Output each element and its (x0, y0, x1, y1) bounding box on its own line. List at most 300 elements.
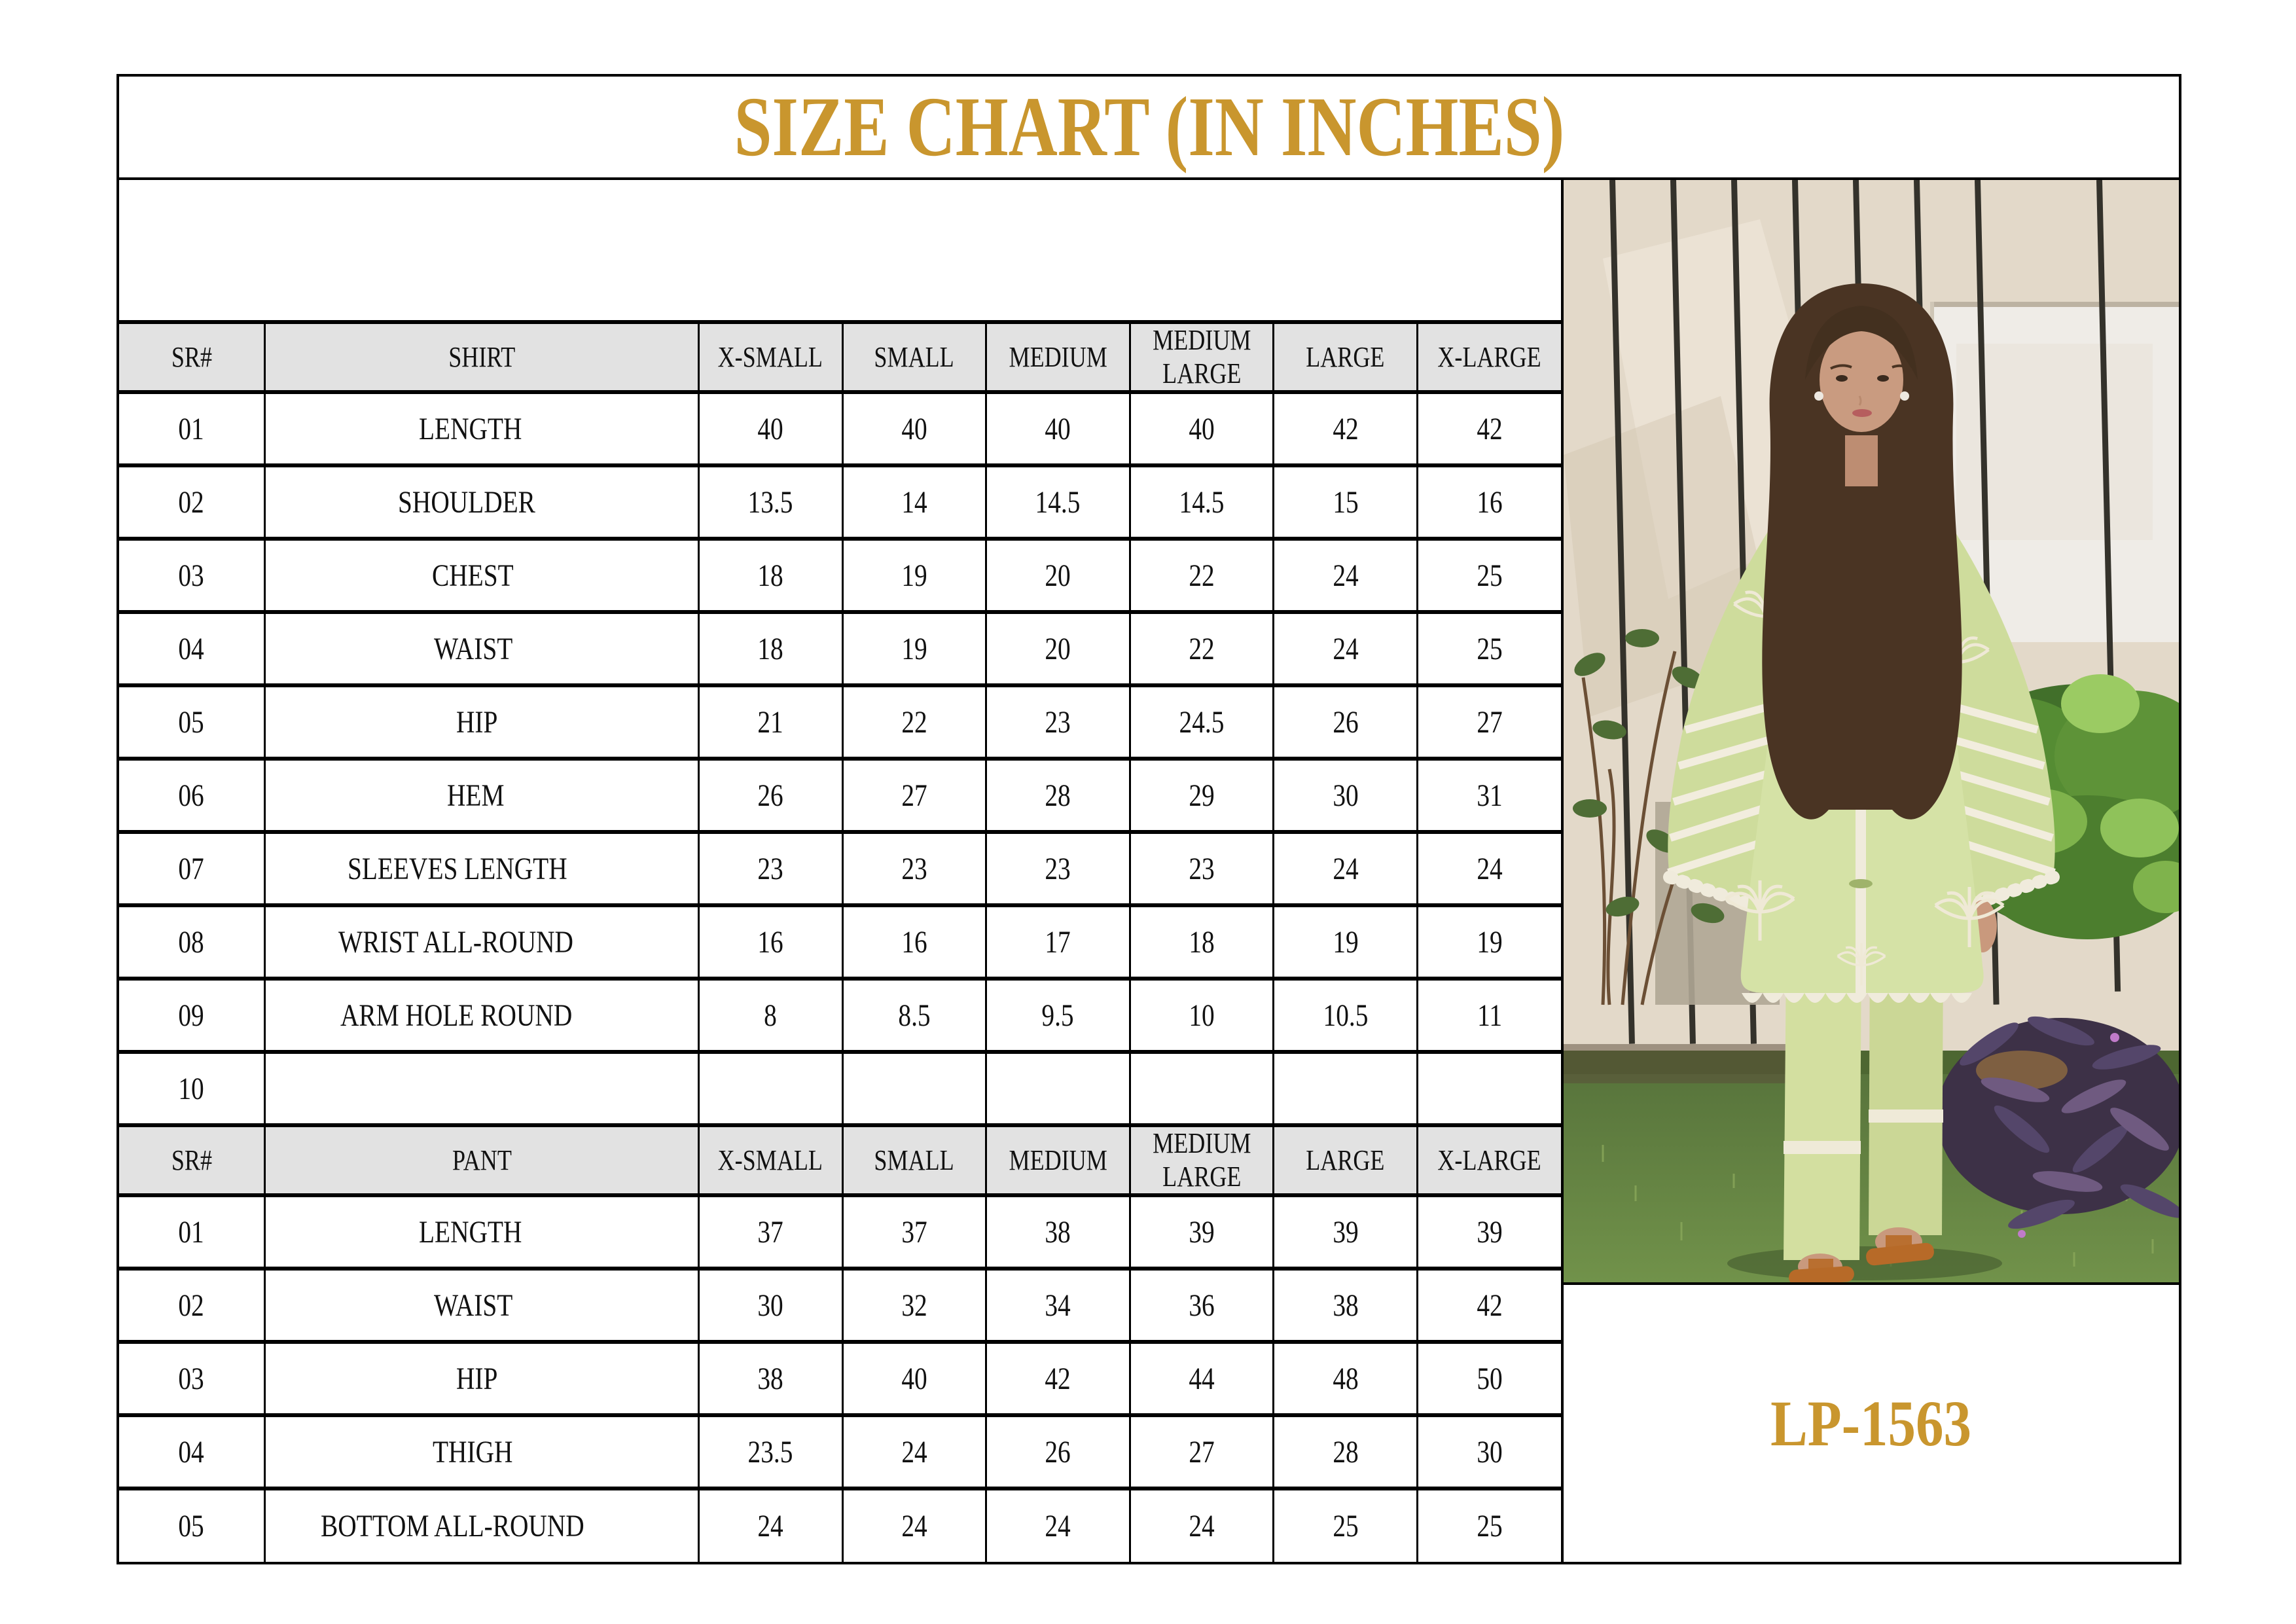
shirt-sr-cell-text: 07 (178, 851, 205, 886)
shirt-value-cell-text: 22 (1189, 558, 1215, 593)
shirt-name-cell-text: WRIST ALL-ROUND (338, 924, 574, 960)
pant-value-cell (1417, 1269, 1561, 1342)
pant-value-cell (842, 1269, 986, 1342)
pant-sr-cell-text: 01 (178, 1214, 205, 1250)
shirt-size-header-cell-text: MEDIUM LARGE (1152, 324, 1251, 389)
shirt-value-cell-text: 24 (1332, 631, 1359, 666)
pant-value-cell-text: 42 (1477, 1288, 1503, 1323)
shirt-value-cell-text: 40 (757, 411, 783, 446)
pant-value-cell-text: 38 (1045, 1214, 1071, 1250)
photo-column (1561, 180, 2179, 1562)
model-photo-illustration (1564, 180, 2179, 1282)
shirt-sr-cell-text: 05 (178, 704, 205, 740)
shirt-value-cell-text: 24 (1332, 558, 1359, 593)
shirt-sr-cell (119, 612, 264, 685)
pant-size-header-cell (986, 1125, 1130, 1195)
shirt-name-cell (264, 979, 698, 1052)
pant-value-cell (1417, 1342, 1561, 1415)
shirt-row (119, 979, 1561, 1052)
pearl-earring-left (1814, 391, 1823, 401)
pant-value-cell (1130, 1342, 1274, 1415)
model-shadow (1727, 1246, 2002, 1280)
pant-size-header-cell (1417, 1125, 1561, 1195)
shirt-name-cell (264, 832, 698, 905)
shirt-sr-cell (119, 465, 264, 539)
pant-name-cell (264, 1269, 698, 1342)
shirt-sr-cell (119, 1052, 264, 1125)
shirt-row (119, 759, 1561, 832)
shirt-header-row (119, 322, 1561, 392)
shirt-name-cell-text: SLEEVES LENGTH (348, 851, 567, 886)
shirt-value-cell-text: 18 (1189, 924, 1215, 960)
shirt-value-cell-text: 11 (1477, 998, 1502, 1033)
pant-value-cell (698, 1195, 842, 1269)
shirt-size-header-cell-text: SMALL (874, 340, 954, 373)
shirt-name-cell-text: ARM HOLE ROUND (340, 998, 573, 1033)
shirt-value-cell (1274, 759, 1418, 832)
shirt-name-cell (264, 685, 698, 759)
shirt-size-header-cell (1274, 322, 1418, 392)
pant-name-cell (264, 1415, 698, 1489)
shirt-value-cell (698, 465, 842, 539)
shirt-value-cell (1130, 612, 1274, 685)
wall-panel-seam (1930, 302, 2179, 307)
neck (1845, 435, 1878, 486)
shirt-value-cell (698, 832, 842, 905)
pant-value-cell-text: 40 (901, 1361, 927, 1396)
pant-size-header-cell-text: SMALL (874, 1144, 954, 1176)
shirt-value-cell (1274, 832, 1418, 905)
pant-size-header-cell-text: MEDIUM (1009, 1144, 1107, 1176)
shirt-row (119, 905, 1561, 979)
shirt-value-cell-text: 15 (1332, 484, 1359, 520)
shirt-value-cell (1130, 392, 1274, 465)
shirt-name-cell-text: HIP (456, 704, 498, 740)
pant-size-header-cell (1274, 1125, 1418, 1195)
shirt-value-cell (842, 392, 986, 465)
pant-value-cell (698, 1415, 842, 1489)
table-top-gap (119, 180, 1561, 320)
shirt-value-cell (986, 759, 1130, 832)
shirt-value-cell-text: 23 (1045, 704, 1071, 740)
shirt-value-cell-text: 23 (1189, 851, 1215, 886)
pant-value-cell (986, 1269, 1130, 1342)
shirt-sr-cell (119, 759, 264, 832)
pant-value-cell (842, 1415, 986, 1489)
pant-name-cell-text: HIP (456, 1361, 498, 1396)
shirt-value-cell-text: 22 (1189, 631, 1215, 666)
shirt-size-header-cell (842, 322, 986, 392)
shirt-sr-cell (119, 685, 264, 759)
shirt-value-cell (1274, 979, 1418, 1052)
shirt-value-cell-text: 24 (1332, 851, 1359, 886)
pant-value-cell (1274, 1342, 1418, 1415)
shirt-value-cell-text: 18 (757, 631, 783, 666)
shirt-size-header-cell-text: MEDIUM (1009, 340, 1107, 373)
pant-sr-cell (119, 1415, 264, 1489)
shirt-value-cell (1274, 612, 1418, 685)
shirt-value-cell-text: 25 (1477, 558, 1503, 593)
shirt-value-cell (986, 1052, 1130, 1125)
shirt-value-cell (1274, 1052, 1418, 1125)
pant-value-cell (1274, 1195, 1418, 1269)
shirt-size-header-cell (986, 322, 1130, 392)
pant-value-cell-text: 23.5 (747, 1434, 793, 1470)
shirt-value-cell-text: 10.5 (1323, 998, 1369, 1033)
shirt-row (119, 685, 1561, 759)
pant-size-header-cell (842, 1125, 986, 1195)
pearl-earring-right (1900, 391, 1909, 401)
shirt-value-cell (1417, 539, 1561, 612)
shirt-value-cell-text: 20 (1045, 558, 1071, 593)
pant-size-header-cell-text: MEDIUM LARGE (1152, 1127, 1251, 1193)
pant-value-cell-text: 24 (1189, 1509, 1215, 1544)
pant-sr-header-cell (119, 1125, 264, 1195)
shirt-value-cell-text: 26 (757, 778, 783, 813)
pant-value-cell-text: 37 (901, 1214, 927, 1250)
pant-sr-cell-text: 05 (178, 1509, 205, 1544)
shirt-value-cell-text: 19 (1332, 924, 1359, 960)
shirt-name-cell (264, 392, 698, 465)
shirt-sr-cell (119, 392, 264, 465)
pant-value-cell-text: 48 (1332, 1361, 1359, 1396)
soil-patch (1564, 1044, 1799, 1083)
shirt-value-cell (842, 465, 986, 539)
shirt-value-cell-text: 14 (901, 484, 927, 520)
pant-section-header-cell (264, 1125, 698, 1195)
model-photo (1564, 180, 2179, 1285)
product-code-box (1564, 1285, 2179, 1562)
shirt-row (119, 539, 1561, 612)
pant-size-header-cell (698, 1125, 842, 1195)
pant-value-cell-text: 38 (1332, 1288, 1359, 1323)
pant-value-cell (698, 1342, 842, 1415)
shirt-row (119, 465, 1561, 539)
shirt-value-cell-text: 23 (901, 851, 927, 886)
shirt-value-cell (1274, 685, 1418, 759)
shirt-value-cell (1417, 1052, 1561, 1125)
shirt-sr-cell (119, 539, 264, 612)
shirt-section-header-cell (264, 322, 698, 392)
shirt-value-cell (1417, 979, 1561, 1052)
pant-header-row (119, 1125, 1561, 1195)
shirt-value-cell-text: 22 (901, 704, 927, 740)
pant-value-cell (842, 1489, 986, 1562)
shirt-name-cell (264, 1052, 698, 1125)
shirt-value-cell (842, 685, 986, 759)
pant-sr-cell-text: 04 (178, 1434, 205, 1470)
pant-row (119, 1195, 1561, 1269)
shirt-value-cell (1417, 832, 1561, 905)
shirt-value-cell (1417, 392, 1561, 465)
shirt-name-cell (264, 612, 698, 685)
shirt-size-header-cell (698, 322, 842, 392)
pant-value-cell (698, 1269, 842, 1342)
pant-value-cell (1417, 1415, 1561, 1489)
body-area (119, 180, 2179, 1562)
shirt-sr-cell-text: 03 (178, 558, 205, 593)
shirt-value-cell (986, 979, 1130, 1052)
shirt-size-header-cell (1417, 322, 1561, 392)
shirt-value-cell (698, 759, 842, 832)
pant-row (119, 1415, 1561, 1489)
shirt-sr-cell-text: 02 (178, 484, 205, 520)
shirt-value-cell-text: 14.5 (1179, 484, 1225, 520)
pant-section-header-cell-text: PANT (452, 1144, 512, 1176)
shirt-value-cell-text: 23 (757, 851, 783, 886)
shirt-value-cell-text: 27 (901, 778, 927, 813)
shirt-value-cell (986, 465, 1130, 539)
pant-value-cell-text: 26 (1045, 1434, 1071, 1470)
pant-sr-cell (119, 1269, 264, 1342)
shirt-sr-cell-text: 10 (178, 1071, 205, 1106)
pant-name-cell-text: LENGTH (418, 1214, 522, 1250)
size-table-area (119, 180, 1561, 1562)
shirt-value-cell-text: 16 (757, 924, 783, 960)
shirt-value-cell-text: 10 (1189, 998, 1215, 1033)
size-table (119, 320, 1561, 1562)
pant-value-cell (986, 1342, 1130, 1415)
shirt-value-cell-text: 40 (1045, 411, 1071, 446)
shirt-value-cell-text: 42 (1477, 411, 1503, 446)
shirt-name-cell-text: WAIST (433, 631, 512, 666)
pant-value-cell-text: 24 (901, 1434, 927, 1470)
pant-sr-cell (119, 1489, 264, 1562)
product-code: LP-1563 (1770, 1387, 1972, 1460)
shirt-value-cell (1130, 685, 1274, 759)
pant-value-cell-text: 30 (757, 1288, 783, 1323)
shirt-value-cell (698, 905, 842, 979)
shirt-value-cell-text: 42 (1332, 411, 1359, 446)
shirt-sr-cell-text: 06 (178, 778, 205, 813)
shirt-value-cell-text: 27 (1477, 704, 1503, 740)
shirt-value-cell (698, 392, 842, 465)
shirt-value-cell (986, 612, 1130, 685)
pant-value-cell-text: 32 (901, 1288, 927, 1323)
shirt-value-cell-text: 31 (1477, 778, 1503, 813)
shirt-value-cell (1130, 1052, 1274, 1125)
pant-value-cell-text: 44 (1189, 1361, 1215, 1396)
pant-value-cell-text: 36 (1189, 1288, 1215, 1323)
pant-name-cell (264, 1489, 698, 1562)
pant-value-cell-text: 24 (757, 1509, 783, 1544)
shirt-value-cell (698, 539, 842, 612)
pant-name-cell-text: WAIST (433, 1288, 512, 1323)
shirt-value-cell-text: 20 (1045, 631, 1071, 666)
pant-value-cell (986, 1489, 1130, 1562)
shirt-value-cell-text: 19 (901, 558, 927, 593)
pant-name-cell-text: BOTTOM ALL-ROUND (321, 1509, 585, 1544)
shirt-sr-cell (119, 905, 264, 979)
pant-value-cell-text: 28 (1332, 1434, 1359, 1470)
shirt-value-cell-text: 8 (764, 998, 778, 1033)
shirt-value-cell (698, 612, 842, 685)
pant-value-cell (986, 1195, 1130, 1269)
shirt-size-header-cell-text: X-SMALL (718, 340, 823, 373)
pant-value-cell-text: 30 (1477, 1434, 1503, 1470)
title-bar (119, 77, 2179, 180)
shirt-value-cell (698, 979, 842, 1052)
pant-sr-cell-text: 02 (178, 1288, 205, 1323)
shirt-sr-cell (119, 832, 264, 905)
shirt-value-cell-text: 13.5 (747, 484, 793, 520)
pant-value-cell-text: 39 (1332, 1214, 1359, 1250)
pant-value-cell (1130, 1195, 1274, 1269)
shirt-value-cell (1417, 685, 1561, 759)
shirt-name-cell (264, 905, 698, 979)
shirt-name-cell (264, 539, 698, 612)
pant-value-cell (1417, 1195, 1561, 1269)
pant-sr-cell (119, 1195, 264, 1269)
shirt-value-cell-text: 24.5 (1179, 704, 1225, 740)
shirt-value-cell (1417, 612, 1561, 685)
shirt-value-cell (842, 539, 986, 612)
shirt-value-cell-text: 26 (1332, 704, 1359, 740)
pant-value-cell (698, 1489, 842, 1562)
shirt-sr-cell (119, 979, 264, 1052)
shirt-value-cell (1130, 465, 1274, 539)
pant-size-header-cell-text: LARGE (1306, 1144, 1385, 1176)
shirt-value-cell-text: 16 (1477, 484, 1503, 520)
pant-value-cell (986, 1415, 1130, 1489)
pant-value-cell-text: 27 (1189, 1434, 1215, 1470)
shirt-value-cell (1274, 392, 1418, 465)
shirt-value-cell (986, 905, 1130, 979)
shirt-value-cell (842, 832, 986, 905)
shirt-value-cell (1417, 465, 1561, 539)
pant-name-cell (264, 1342, 698, 1415)
pant-size-header-cell-text: X-SMALL (718, 1144, 823, 1176)
shirt-value-cell (986, 392, 1130, 465)
pant-value-cell-text: 37 (757, 1214, 783, 1250)
shirt-name-cell-text: CHEST (431, 558, 514, 593)
shirt-value-cell (1130, 905, 1274, 979)
shirt-sr-cell-text: 09 (178, 998, 205, 1033)
shirt-sr-cell-text: 01 (178, 411, 205, 446)
pant-row (119, 1269, 1561, 1342)
shirt-sr-cell-text: 04 (178, 631, 205, 666)
pant-value-cell-text: 38 (757, 1361, 783, 1396)
pant-value-cell (1274, 1489, 1418, 1562)
shirt-name-cell (264, 465, 698, 539)
shirt-value-cell (842, 1052, 986, 1125)
size-chart-sheet (117, 74, 2181, 1564)
shirt-value-cell (1130, 759, 1274, 832)
shirt-value-cell (1130, 979, 1274, 1052)
shirt-value-cell-text: 8.5 (898, 998, 931, 1033)
shirt-value-cell (1274, 539, 1418, 612)
pant-sr-cell-text: 03 (178, 1361, 205, 1396)
shirt-size-header-cell (1130, 322, 1274, 392)
shirt-value-cell-text: 14.5 (1035, 484, 1081, 520)
shirt-value-cell (1417, 905, 1561, 979)
pant-value-cell-text: 25 (1477, 1509, 1503, 1544)
shirt-value-cell (1274, 905, 1418, 979)
shirt-row (119, 832, 1561, 905)
pant-value-cell (1274, 1415, 1418, 1489)
shirt-value-cell (986, 539, 1130, 612)
pant-size-header-cell-text: X-LARGE (1437, 1144, 1542, 1176)
pant-name-cell-text: THIGH (433, 1434, 513, 1470)
shirt-value-cell (1274, 465, 1418, 539)
shirt-value-cell (698, 685, 842, 759)
pant-value-cell-text: 24 (1045, 1509, 1071, 1544)
shirt-value-cell (1417, 759, 1561, 832)
shirt-value-cell-text: 18 (757, 558, 783, 593)
shirt-value-cell-text: 28 (1045, 778, 1071, 813)
shirt-value-cell (698, 1052, 842, 1125)
shirt-value-cell-text: 40 (1189, 411, 1215, 446)
pant-sr-header-cell-text: SR# (171, 1144, 212, 1176)
shirt-sr-cell-text: 08 (178, 924, 205, 960)
shirt-value-cell-text: 17 (1045, 924, 1071, 960)
shirt-size-header-cell-text: X-LARGE (1437, 340, 1542, 373)
pant-value-cell (1130, 1489, 1274, 1562)
shirt-value-cell-text: 16 (901, 924, 927, 960)
shirt-size-header-cell-text: LARGE (1306, 340, 1385, 373)
shirt-value-cell (842, 979, 986, 1052)
pant-value-cell-text: 39 (1189, 1214, 1215, 1250)
shirt-value-cell-text: 9.5 (1041, 998, 1075, 1033)
pant-value-cell (1130, 1269, 1274, 1342)
shirt-value-cell-text: 29 (1189, 778, 1215, 813)
shirt-section-header-cell-text: SHIRT (448, 340, 515, 373)
pant-value-cell-text: 25 (1332, 1509, 1359, 1544)
shirt-value-cell (842, 759, 986, 832)
shirt-name-cell-text: LENGTH (418, 411, 522, 446)
pant-value-cell (842, 1195, 986, 1269)
pant-size-header-cell (1130, 1125, 1274, 1195)
shirt-row (119, 392, 1561, 465)
shirt-value-cell-text: 40 (901, 411, 927, 446)
shirt-sr-header-cell (119, 322, 264, 392)
shirt-value-cell-text: 21 (757, 704, 783, 740)
shirt-name-cell-text: SHOULDER (397, 484, 535, 520)
pant-value-cell-text: 34 (1045, 1288, 1071, 1323)
pant-value-cell-text: 24 (901, 1509, 927, 1544)
shirt-value-cell (842, 905, 986, 979)
pant-value-cell (1274, 1269, 1418, 1342)
pant-value-cell-text: 50 (1477, 1361, 1503, 1396)
model-head (1762, 283, 1962, 820)
shirt-name-cell (264, 759, 698, 832)
pant-value-cell-text: 39 (1477, 1214, 1503, 1250)
pant-value-cell-text: 42 (1045, 1361, 1071, 1396)
shirt-name-cell-text: HEM (446, 778, 505, 813)
shirt-value-cell-text: 23 (1045, 851, 1071, 886)
shirt-row (119, 1052, 1561, 1125)
pant-row (119, 1489, 1561, 1562)
page-title: SIZE CHART (IN INCHES) (734, 80, 1564, 174)
shirt-value-cell (1130, 539, 1274, 612)
pant-sr-cell (119, 1342, 264, 1415)
pant-value-cell (1130, 1415, 1274, 1489)
shirt-value-cell (842, 612, 986, 685)
shirt-value-cell-text: 24 (1477, 851, 1503, 886)
shirt-value-cell-text: 19 (901, 631, 927, 666)
shirt-value-cell (1130, 832, 1274, 905)
shirt-value-cell-text: 25 (1477, 631, 1503, 666)
pant-value-cell (1417, 1489, 1561, 1562)
shirt-value-cell (986, 832, 1130, 905)
pant-name-cell (264, 1195, 698, 1269)
shirt-value-cell (986, 685, 1130, 759)
shirt-sr-header-cell-text: SR# (171, 340, 212, 373)
shirt-value-cell-text: 30 (1332, 778, 1359, 813)
pant-value-cell (842, 1342, 986, 1415)
pant-row (119, 1342, 1561, 1415)
shirt-row (119, 612, 1561, 685)
